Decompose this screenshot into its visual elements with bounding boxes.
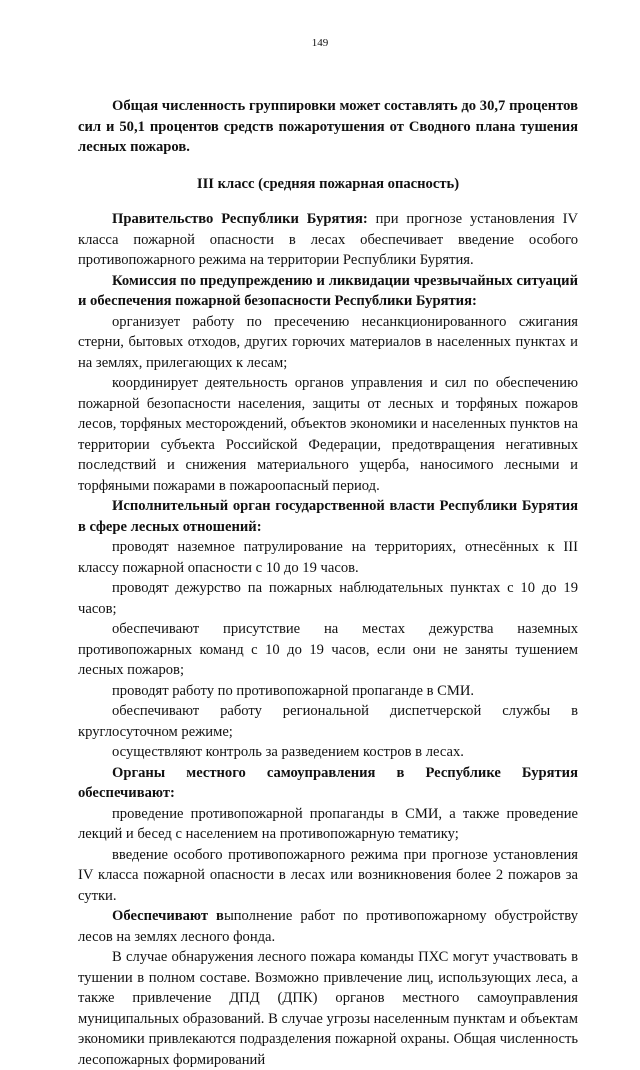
- provide-bold: Обеспечивают в: [112, 908, 224, 924]
- government-title: Правительство Республики Бурятия:: [112, 211, 368, 227]
- local-item: введение особого противопожарного режима при прогнозе установления IV класса пожарной опасности в лесах или возникновения более 2 пожаров за сутки.: [78, 846, 578, 904]
- provide-text: ыполнение работ по противопожарному обустройству лесов на землях лесного фонда.: [78, 908, 578, 945]
- provide-paragraph: [78, 906, 578, 947]
- executive-item: осуществляют контроль за разведением костров в лесах.: [112, 744, 464, 760]
- executive-item: обеспечивают присутствие на местах дежурства наземных противопожарных команд с 10 до 19 часов, если они не заняты тушением лесных пожаров;: [78, 621, 578, 678]
- government-paragraph: [78, 209, 578, 271]
- intro-paragraph: Общая численность группировки может составлять до 30,7 процентов сил и 50,1 процентов средств пожаротушения от Сводного плана тушения лесных пожаров.: [78, 98, 578, 155]
- section-heading: III класс (средняя пожарная опасность): [196, 175, 460, 192]
- executive-item: обеспечивают работу региональной диспетчерской службы в круглосуточном режиме;: [78, 703, 578, 740]
- executive-title: Исполнительный орган государственной власти Республики Бурятия в сфере лесных отношений:: [78, 498, 578, 535]
- commission-title: Комиссия по предупреждению и ликвидации чрезвычайных ситуаций и обеспечения пожарной безопасности Республики Бурятия:: [78, 272, 578, 309]
- executive-item: проводят дежурство па пожарных наблюдательных пунктах с 10 до 19 часов;: [78, 580, 578, 617]
- executive-item: проводят наземное патрулирование на территориях, отнесённых к III классу пожарной опасности с 10 до 19 часов.: [78, 539, 578, 576]
- executive-item: проводят работу по противопожарной пропаганде в СМИ.: [112, 682, 475, 699]
- government-text: при прогнозе установления IV класса пожарной опасности в лесах обеспечивает введение особого противопожарного режима на территории Республики Бурятия.: [78, 211, 578, 268]
- local-item: проведение противопожарной пропаганды в СМИ, а также проведение лекций и бесед с населением на противопожарную тематику;: [78, 805, 578, 842]
- local-title: Органы местного самоуправления в Республике Бурятия обеспечивают:: [78, 764, 578, 801]
- page-content: [78, 96, 578, 1070]
- commission-item: организует работу по пресечению несанкционированного сжигания стерни, бытовых отходов, других горючих материалов в населенных пунктах и на землях, прилегающих к лесам;: [78, 313, 578, 371]
- final-paragraph: В случае обнаружения лесного пожара команды ПХС могут участвовать в тушении в полном составе. Возможно привлечение лиц, использующих леса, а также привлечение ДПД (ДПК) органов местного самоуправления муниципальных образований. В случае угрозы населенным пунктам и объектам экономики привлекаются подразделения пожарной охраны. Общая численность лесопожарных формирований: [78, 949, 578, 1068]
- page-number: 149: [311, 37, 329, 49]
- commission-item: координирует деятельность органов управления и сил по обеспечению пожарной безопасности населения, защиты от лесных и торфяных пожаров лесов, торфяных месторождений, объектов экономики и населенных пунктов на территории субъекта Российской Федерации, предотвращения негативных последствий и снижения материального ущерба, наносимого лесными и торфяными пожарами в пожароопасный период.: [78, 375, 578, 494]
